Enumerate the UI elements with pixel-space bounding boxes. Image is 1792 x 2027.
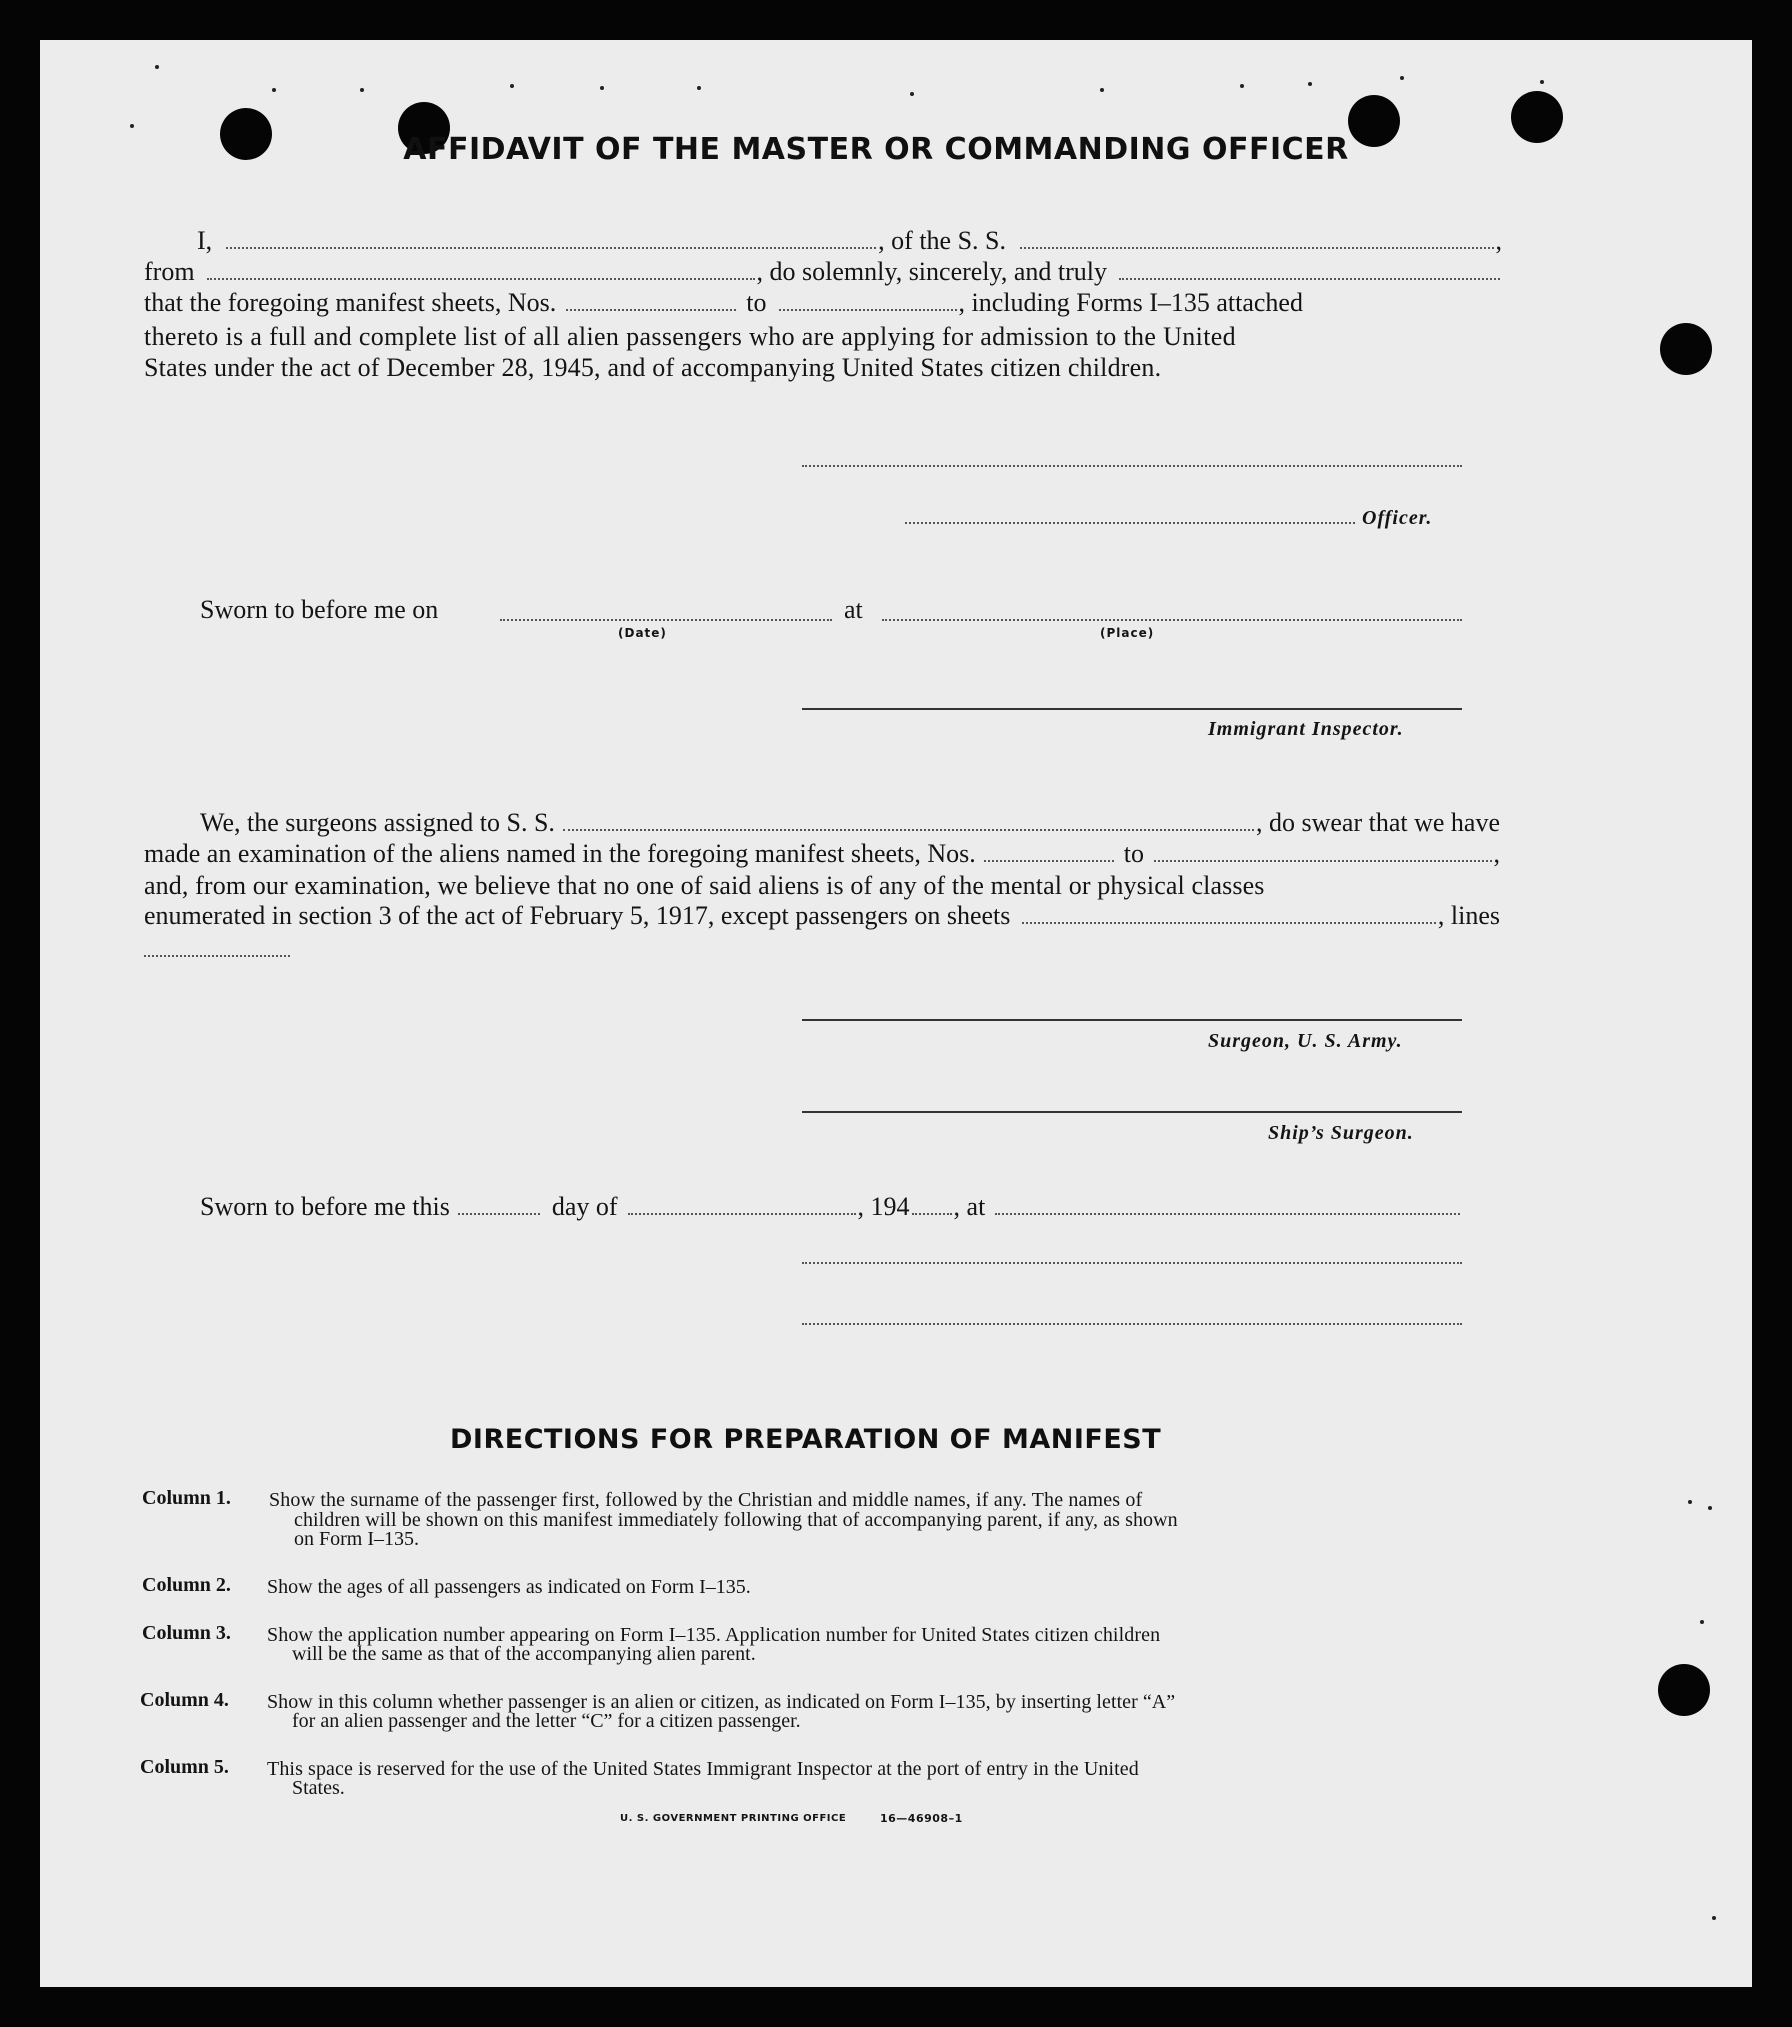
direction-text: This space is reserved for the use of the United States Immigrant Inspector at the port of entry in the United bbox=[267, 1758, 1139, 1780]
affidavit-text: , bbox=[1495, 226, 1502, 255]
direction-text: for an alien passenger and the letter “C” for a citizen passenger. bbox=[292, 1710, 801, 1732]
sworn-at-text: at bbox=[844, 595, 863, 624]
affidavit-text: that the foregoing manifest sheets, Nos. bbox=[144, 288, 557, 317]
surgeons-text: to bbox=[1123, 839, 1144, 868]
place-label: (Place) bbox=[1100, 626, 1155, 640]
speck-decoration bbox=[600, 86, 604, 90]
sworn-month-field[interactable] bbox=[628, 1212, 856, 1215]
direction-text: children will be shown on this manifest immediately following that of accompanying parent, if any, as shown bbox=[294, 1509, 1178, 1531]
speck-decoration bbox=[155, 65, 159, 69]
sworn-day-field[interactable] bbox=[458, 1212, 540, 1215]
direction-column-label: Column 3. bbox=[142, 1622, 231, 1644]
speck-decoration bbox=[510, 84, 514, 88]
affidavit-text: , do solemnly, sincerely, and truly bbox=[756, 257, 1107, 286]
exam-sheets-to-field[interactable] bbox=[1154, 859, 1492, 862]
affidavit-line-2 bbox=[144, 257, 1502, 287]
sworn-text: Sworn to before me this bbox=[200, 1192, 450, 1221]
affidavit-text: , including Forms I–135 attached bbox=[958, 288, 1303, 317]
sheets-to-field[interactable] bbox=[779, 308, 957, 311]
direction-text: States. bbox=[292, 1777, 345, 1799]
direction-text: Show the surname of the passenger first, followed by the Christian and middle names, if any. The names of bbox=[269, 1489, 1143, 1511]
sworn-text: day of bbox=[551, 1192, 618, 1221]
affidavit-text: to bbox=[746, 288, 767, 317]
direction-text: will be the same as that of the accompanying alien parent. bbox=[292, 1643, 756, 1665]
except-sheets-field[interactable] bbox=[1022, 921, 1435, 924]
punch-hole-decoration bbox=[1658, 1664, 1710, 1716]
direction-column-label: Column 5. bbox=[140, 1756, 229, 1778]
form-page bbox=[40, 40, 1752, 1987]
sworn-text: , at bbox=[953, 1192, 986, 1221]
direction-text: Show in this column whether passenger is an alien or citizen, as indicated on Form I–135, by inserting letter “A” bbox=[267, 1691, 1176, 1713]
speck-decoration bbox=[1308, 82, 1312, 86]
ship-surgeon-signature-line[interactable] bbox=[802, 1111, 1462, 1113]
officer-title-line[interactable] bbox=[905, 522, 1355, 524]
speck-decoration bbox=[1540, 80, 1544, 84]
declaration-field[interactable] bbox=[1119, 277, 1500, 280]
surgeons-text: , lines bbox=[1437, 901, 1500, 930]
surgeons-line-2 bbox=[144, 839, 1500, 869]
name-field[interactable] bbox=[226, 246, 876, 249]
direction-column-label: Column 2. bbox=[142, 1574, 231, 1596]
speck-decoration bbox=[1400, 76, 1404, 80]
affidavit-line-1 bbox=[197, 226, 1502, 256]
surgeons-line-3: and, from our examination, we believe that no one of said aliens is of any of the mental or physical classes bbox=[144, 871, 1265, 900]
ship-surgeon-label: Ship’s Surgeon. bbox=[1268, 1122, 1414, 1144]
sworn-before-text: Sworn to before me on bbox=[200, 595, 439, 624]
surgeons-text: , do swear that we have bbox=[1255, 808, 1500, 837]
speck-decoration bbox=[1688, 1500, 1692, 1504]
except-lines-field[interactable] bbox=[144, 955, 290, 957]
speck-decoration bbox=[272, 88, 276, 92]
sworn-place-field[interactable] bbox=[882, 619, 1462, 621]
surgeons-text: enumerated in section 3 of the act of February 5, 1917, except passengers on sheets bbox=[144, 901, 1011, 930]
direction-text: Show the application number appearing on Form I–135. Application number for United States citizen children bbox=[267, 1624, 1161, 1646]
exam-sheets-from-field[interactable] bbox=[984, 859, 1114, 862]
sworn-text: , 194 bbox=[857, 1192, 910, 1221]
sworn-year-field[interactable] bbox=[912, 1212, 952, 1215]
direction-text: Show the ages of all passengers as indicated on Form I–135. bbox=[267, 1576, 751, 1598]
army-surgeon-signature-line[interactable] bbox=[802, 1019, 1462, 1021]
affidavit-line-5: States under the act of December 28, 1945, and of accompanying United States citizen children. bbox=[144, 353, 1162, 382]
speck-decoration bbox=[1712, 1916, 1716, 1920]
sworn-signature-line-2[interactable] bbox=[802, 1323, 1462, 1325]
direction-text: on Form I–135. bbox=[294, 1528, 419, 1550]
surgeons-line-1 bbox=[200, 808, 1500, 838]
officer-label: Officer. bbox=[1362, 507, 1433, 529]
speck-decoration bbox=[1240, 84, 1244, 88]
speck-decoration bbox=[1708, 1506, 1712, 1510]
sworn-this-line bbox=[200, 1192, 1462, 1222]
date-label: (Date) bbox=[618, 626, 667, 640]
speck-decoration bbox=[360, 88, 364, 92]
surgeons-line-4 bbox=[144, 901, 1500, 931]
surgeons-text: We, the surgeons assigned to S. S. bbox=[200, 808, 555, 837]
printing-office-footer: U. S. GOVERNMENT PRINTING OFFICE bbox=[620, 1813, 847, 1824]
sheets-from-field[interactable] bbox=[566, 308, 736, 311]
direction-column-label: Column 1. bbox=[142, 1487, 231, 1509]
inspector-signature-line[interactable] bbox=[802, 708, 1462, 710]
affidavit-title: AFFIDAVIT OF THE MASTER OR COMMANDING OFFICER bbox=[403, 132, 1349, 167]
officer-signature-line[interactable] bbox=[802, 465, 1462, 467]
surgeons-text: , bbox=[1493, 839, 1500, 868]
affidavit-text: I, bbox=[197, 226, 213, 255]
speck-decoration bbox=[130, 124, 134, 128]
affidavit-line-4: thereto is a full and complete list of all alien passengers who are applying for admission to the United bbox=[144, 322, 1237, 351]
form-code-footer: 16—46908–1 bbox=[880, 1812, 963, 1825]
speck-decoration bbox=[697, 86, 701, 90]
surgeons-text: made an examination of the aliens named in the foregoing manifest sheets, Nos. bbox=[144, 839, 976, 868]
ship-name-field[interactable] bbox=[1020, 246, 1493, 249]
affidavit-line-3 bbox=[144, 288, 1502, 318]
speck-decoration bbox=[910, 92, 914, 96]
sworn-signature-line-1[interactable] bbox=[802, 1262, 1462, 1264]
speck-decoration bbox=[1100, 88, 1104, 92]
speck-decoration bbox=[1700, 1620, 1704, 1624]
army-surgeon-label: Surgeon, U. S. Army. bbox=[1208, 1030, 1403, 1052]
affidavit-text: from bbox=[144, 257, 195, 286]
surgeon-ship-field[interactable] bbox=[563, 828, 1254, 831]
punch-hole-decoration bbox=[1660, 323, 1712, 375]
sworn-location-field[interactable] bbox=[995, 1212, 1460, 1215]
affidavit-text: , of the S. S. bbox=[878, 226, 1007, 255]
directions-title: DIRECTIONS FOR PREPARATION OF MANIFEST bbox=[450, 1424, 1162, 1455]
port-from-field[interactable] bbox=[207, 277, 755, 280]
inspector-label: Immigrant Inspector. bbox=[1208, 718, 1404, 740]
direction-column-label: Column 4. bbox=[140, 1689, 229, 1711]
sworn-date-field[interactable] bbox=[500, 619, 832, 621]
